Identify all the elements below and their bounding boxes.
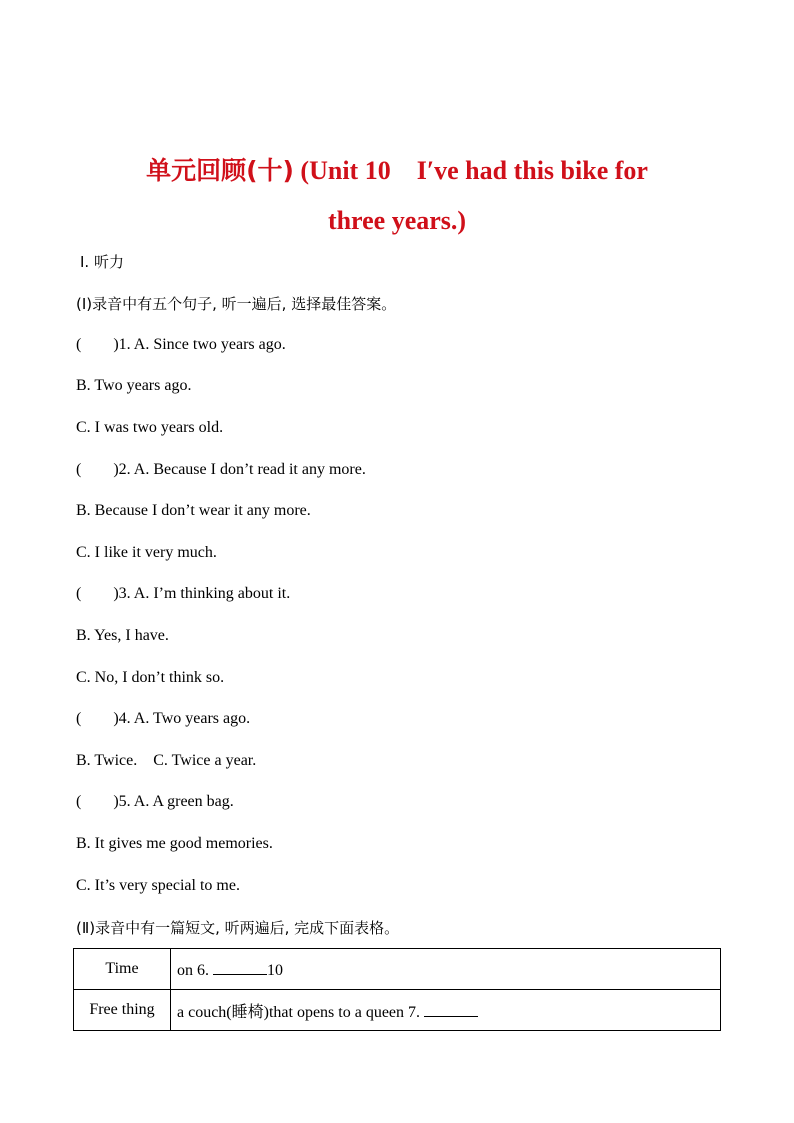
question-4-stem: ( )4. A. Two years ago. — [76, 710, 251, 727]
table-cell-free-thing — [171, 990, 721, 1031]
question-3-option-b: B. Yes, I have. — [76, 627, 169, 644]
question-1-option-c: C. I was two years old. — [76, 419, 224, 436]
table-cell-time — [171, 949, 721, 990]
part1-instruction: (Ⅰ)录音中有五个句子, 听一遍后, 选择最佳答案。 — [76, 295, 397, 313]
question-4-options-bc: B. Twice. C. Twice a year. — [76, 752, 257, 769]
answer-table — [73, 948, 721, 1031]
title-chinese: 单元回顾(十) — [146, 156, 294, 185]
question-5-option-c: C. It’s very special to me. — [76, 877, 240, 894]
table-label-time: Time — [74, 949, 171, 990]
question-5-stem: ( )5. A. A green bag. — [76, 793, 234, 810]
table-row — [74, 949, 721, 990]
question-3-option-c: C. No, I don’t think so. — [76, 669, 225, 686]
answer-blank-6[interactable] — [213, 959, 267, 975]
table-label-free-thing: Free thing — [74, 990, 171, 1031]
part2-instruction: (Ⅱ)录音中有一篇短文, 听两遍后, 完成下面表格。 — [76, 919, 400, 937]
title-line-1 — [60, 156, 734, 186]
free-thing-prefix: a couch(睡椅)that opens to a queen 7. — [177, 1003, 425, 1021]
time-prefix: on 6. — [177, 961, 213, 979]
section-heading-listening: Ⅰ. 听力 — [80, 253, 124, 271]
question-3-stem: ( )3. A. I’m thinking about it. — [76, 585, 291, 602]
question-1-option-b: B. Two years ago. — [76, 377, 192, 394]
question-5-option-b: B. It gives me good memories. — [76, 835, 273, 852]
question-2-stem: ( )2. A. Because I don’t read it any more. — [76, 461, 366, 478]
question-1-stem: ( )1. A. Since two years ago. — [76, 336, 286, 353]
title-english: (Unit 10 I′ve had this bike for — [293, 156, 648, 185]
answer-blank-7[interactable] — [424, 1001, 478, 1017]
title-line-2: three years.) — [327, 206, 467, 235]
table-row — [74, 990, 721, 1031]
time-suffix: 10 — [267, 961, 283, 979]
question-2-option-b: B. Because I don’t wear it any more. — [76, 502, 311, 519]
question-2-option-c: C. I like it very much. — [76, 544, 217, 561]
